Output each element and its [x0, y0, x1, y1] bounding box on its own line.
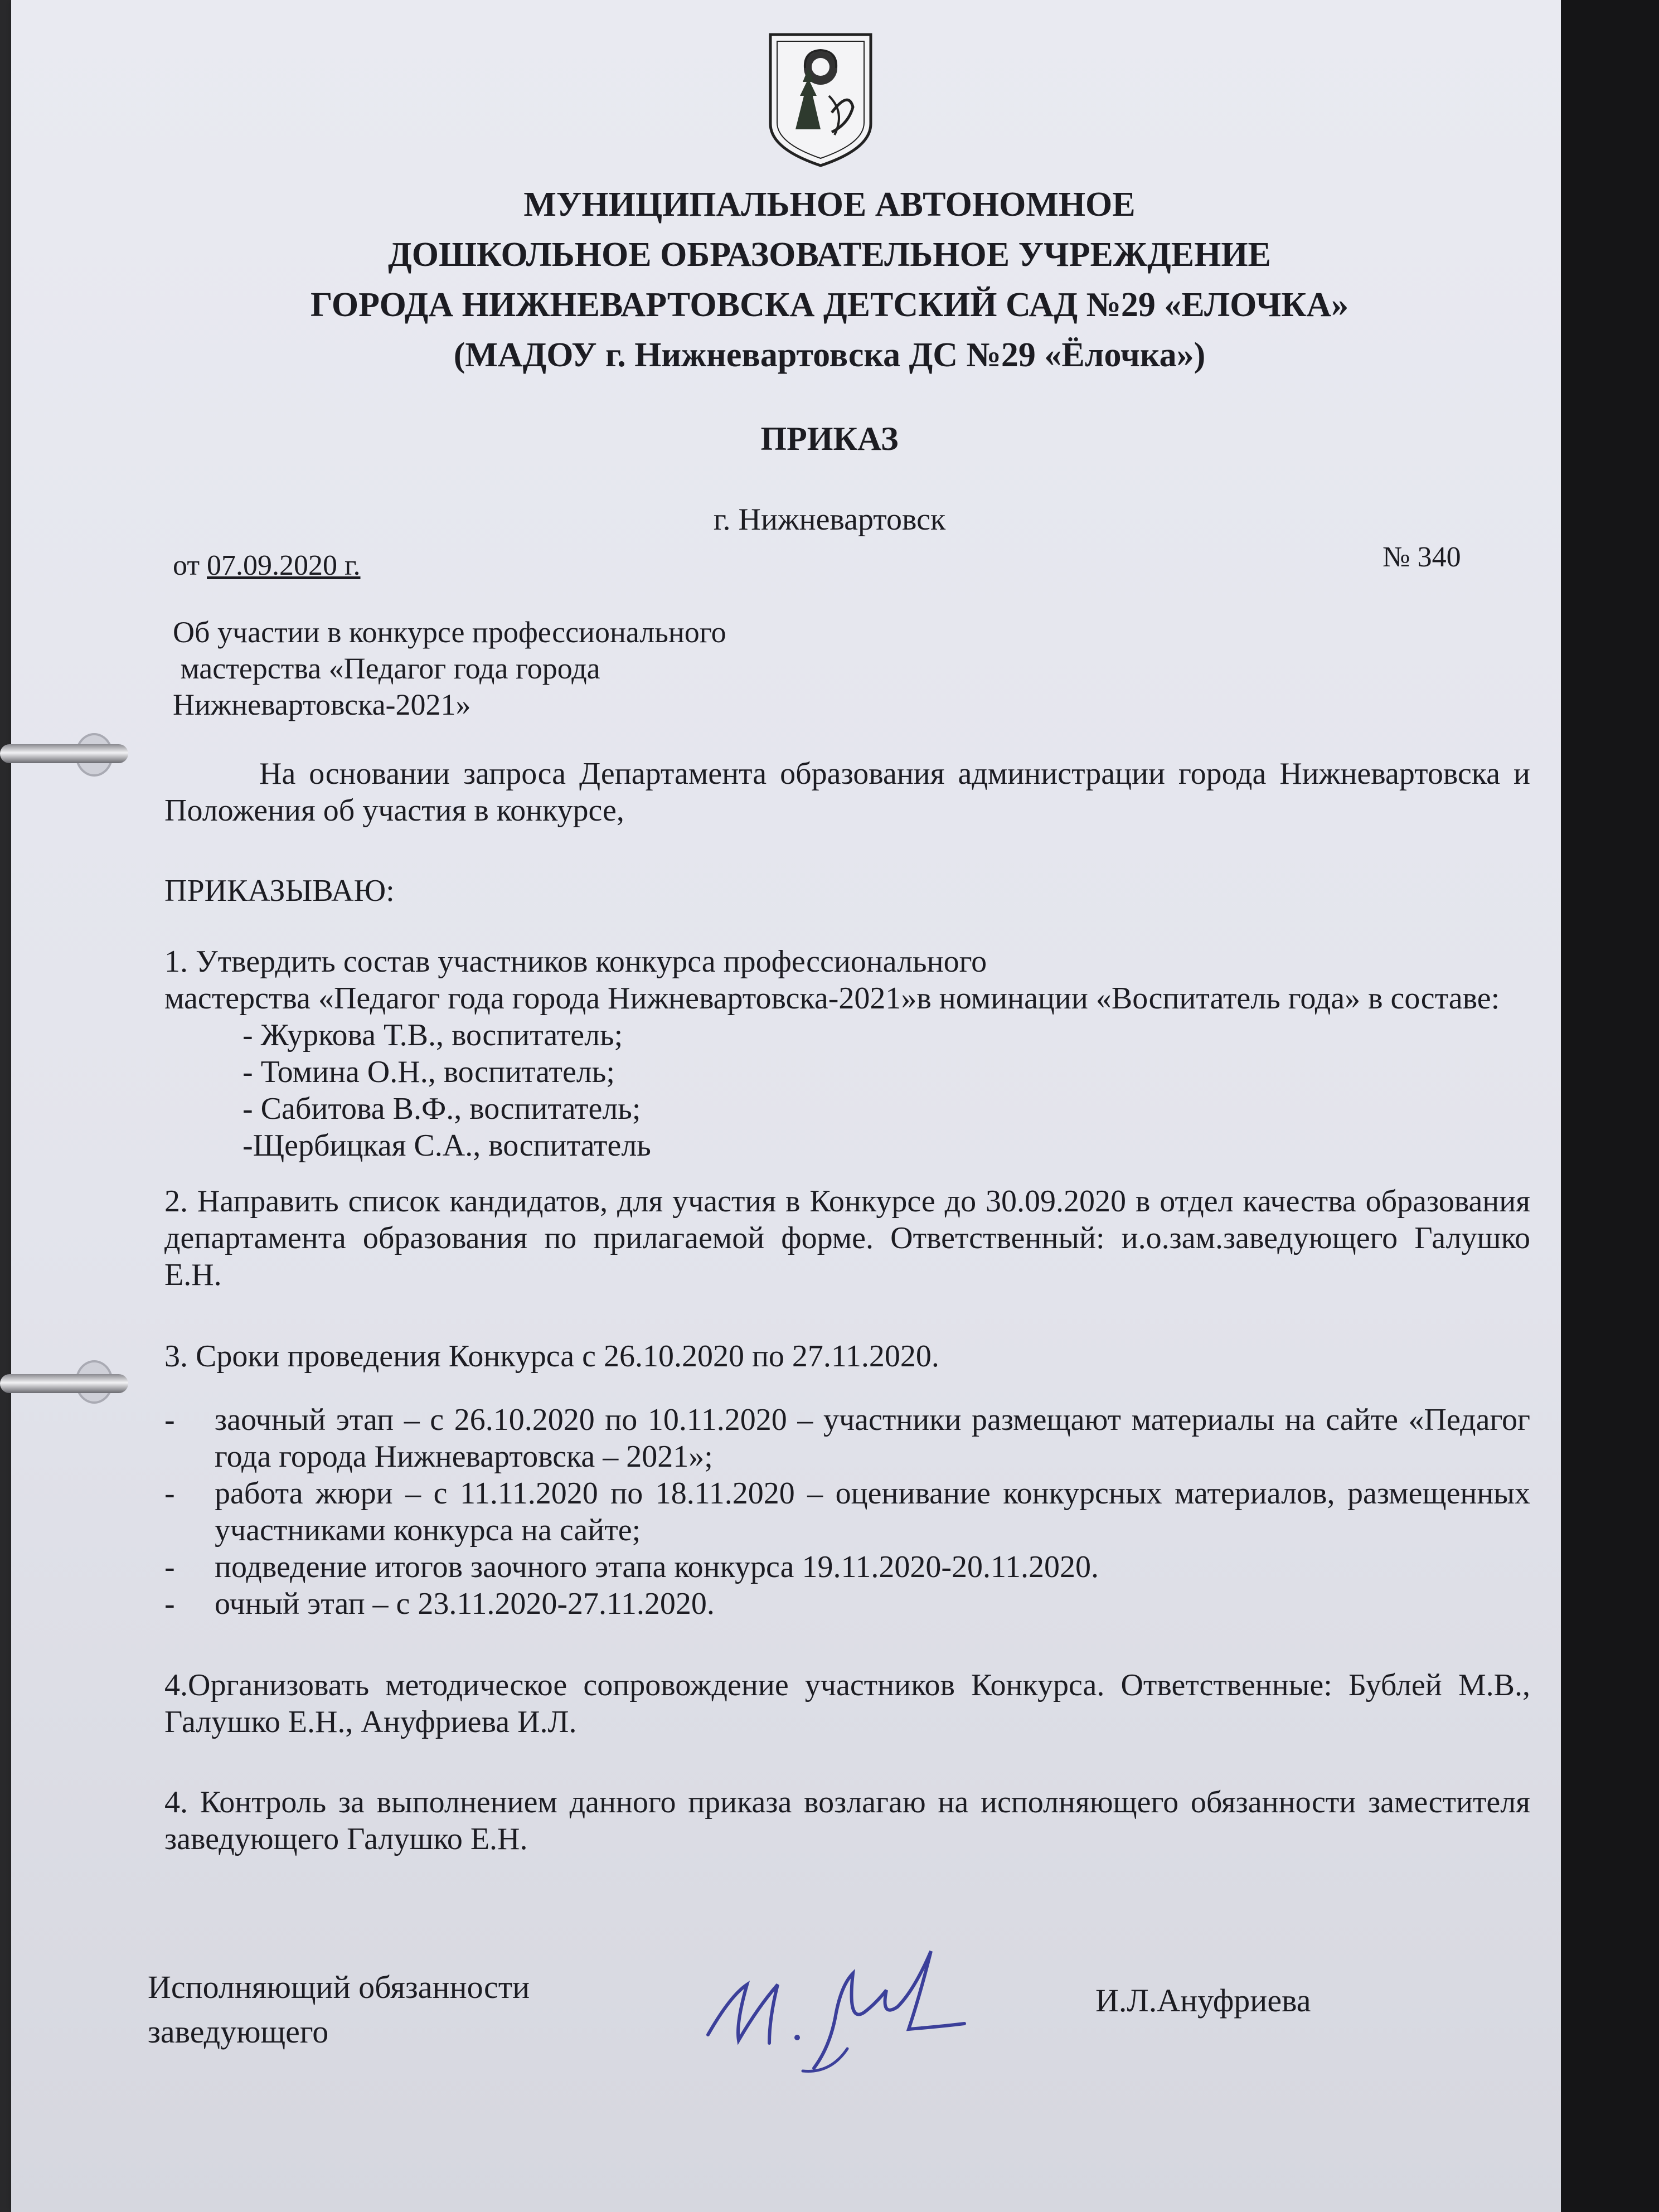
- participant-3: - Сабитова В.Ф., воспитатель;: [242, 1092, 641, 1126]
- stage-4: [164, 1585, 1530, 1622]
- binder-ring-top: [0, 744, 128, 763]
- stage-1-text: заочный этап – с 26.10.2020 по 10.11.2020 – участники размещают материалы на сайте «Педагог года города Нижневартовска – 2021»;: [215, 1403, 1530, 1474]
- order-word: ПРИКАЗЫВАЮ:: [164, 874, 395, 908]
- item-1: [164, 943, 1530, 1164]
- organization-header: [0, 180, 1659, 380]
- document-type: ПРИКАЗ: [760, 420, 899, 457]
- date-value: 07.09.2020 г.: [207, 550, 361, 581]
- binder-ring-bottom: [0, 1374, 128, 1393]
- signer-position-line-2: заведующего: [148, 2014, 329, 2050]
- item-2: 2. Направить список кандидатов, для участия в Конкурсе до 30.09.2020 в отдел качества образования департамента образования по прилагаемой форме. Ответственный: и.о.зам.заведующего Галушко Е.Н.: [164, 1184, 1530, 1292]
- item-1-text: мастерства «Педагог года города Нижневартовска-2021»в номинации «Воспитатель года» в составе:: [164, 981, 1500, 1016]
- header-line-3: ГОРОДА НИЖНЕВАРТОВСКА ДЕТСКИЙ САД №29 «ЕЛОЧКА»: [310, 286, 1349, 324]
- stage-3-text: подведение итогов заочного этапа конкурса 19.11.2020-20.11.2020.: [215, 1550, 1099, 1584]
- participant-1: - Журкова Т.В., воспитатель;: [242, 1018, 623, 1052]
- signer-name: И.Л.Ануфриева: [1095, 1982, 1311, 2019]
- stage-2: [164, 1475, 1530, 1549]
- item-1-line-1: 1. Утвердить состав участников конкурса профессионального: [164, 944, 987, 979]
- handwritten-signature: [686, 1929, 976, 2085]
- participant-4: -Щербицкая С.А., воспитатель: [242, 1128, 651, 1163]
- subject-line-3: Нижневартовска-2021»: [173, 688, 471, 721]
- header-line-4: (МАДОУ г. Нижневартовска ДС №29 «Ёлочка»): [453, 336, 1206, 374]
- date-prefix: от: [173, 550, 207, 581]
- basis-paragraph: На основании запроса Департамента образования администрации города Нижневартовска и Положения об участия в конкурсе,: [164, 756, 1530, 828]
- item-4-organize: 4.Организовать методическое сопровождение участников Конкурса. Ответственные: Бублей М.В., Галушко Е.Н., Ануфриева И.Л.: [164, 1668, 1530, 1739]
- item-4-control: 4. Контроль за выполнением данного приказа возлагаю на исполняющего обязанности заместителя заведующего Галушко Е.Н.: [164, 1785, 1530, 1856]
- stage-1-dash: -: [164, 1403, 175, 1437]
- header-line-1: МУНИЦИПАЛЬНОЕ АВТОНОМНОЕ: [523, 186, 1136, 224]
- subject-line-2: мастерства «Педагог года города: [173, 652, 600, 685]
- signer-position-line-1: Исполняющий обязанности: [148, 1969, 530, 2005]
- stage-1: [164, 1401, 1530, 1475]
- document-city: г. Нижневартовск: [713, 502, 946, 537]
- item-3: [164, 1338, 1530, 1622]
- item-3-title: 3. Сроки проведения Конкурса с 26.10.2020 по 27.11.2020.: [164, 1339, 939, 1374]
- stage-2-text: работа жюри – с 11.11.2020 по 18.11.2020 – оценивание конкурсных материалов, размещенных участниками конкурса на сайте;: [215, 1476, 1530, 1548]
- document-subject: [173, 614, 726, 723]
- document-date: [173, 549, 361, 582]
- coat-of-arms-icon: [765, 29, 876, 168]
- stage-4-dash: -: [164, 1587, 175, 1621]
- participant-2: - Томина О.Н., воспитатель;: [242, 1055, 615, 1089]
- signer-position: [148, 1965, 530, 2054]
- stage-3-dash: -: [164, 1550, 175, 1584]
- stage-3: [164, 1549, 1530, 1585]
- header-line-2: ДОШКОЛЬНОЕ ОБРАЗОВАТЕЛЬНОЕ УЧРЕЖДЕНИЕ: [388, 236, 1271, 274]
- stage-2-dash: -: [164, 1476, 175, 1511]
- document-number: № 340: [1382, 541, 1461, 573]
- subject-line-1: Об участии в конкурсе профессионального: [173, 615, 726, 649]
- stage-4-text: очный этап – с 23.11.2020-27.11.2020.: [215, 1587, 715, 1621]
